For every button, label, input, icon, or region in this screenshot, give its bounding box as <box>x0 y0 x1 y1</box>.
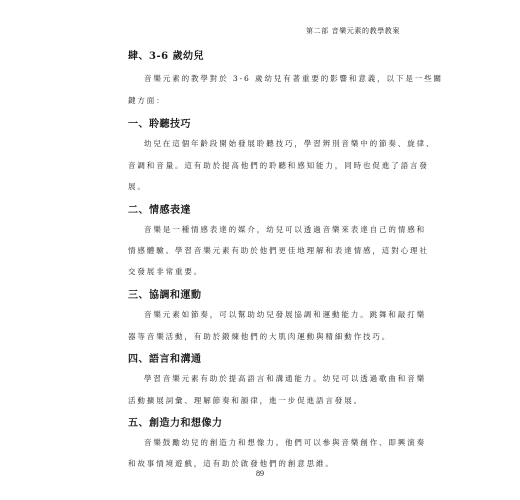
paragraph-line: 展。 <box>128 182 147 191</box>
running-header: 第二部 音樂元素的教學教案 <box>305 27 400 35</box>
section-title-coordination: 三、協調和運動 <box>128 290 202 301</box>
intro-line: 鍵方面： <box>128 96 166 105</box>
paragraph-line: 情感體驗。學習音樂元素有助於他們更佳地理解和表達情感，這對心理社 <box>128 246 429 255</box>
paragraph-line: 活動擴展詞彙、理解節奏和韻律，進一步促進語言發展。 <box>128 396 363 405</box>
paragraph-line: 音樂鼓勵幼兒的創造力和想像力。他們可以參與音樂創作、即興演奏 <box>144 438 426 447</box>
section-title-language: 四、語言和溝通 <box>128 354 202 365</box>
main-heading: 肆、3-6 歲幼兒 <box>128 51 205 62</box>
paragraph-line: 和故事情境遊戲，這有助於啟發他們的創意思維。 <box>128 459 335 468</box>
paragraph-line: 幼兒在這個年齡段開始發展聆聽技巧，學習辨別音樂中的節奏、旋律、 <box>144 139 436 148</box>
paragraph-line: 音樂是一種情感表達的媒介，幼兒可以透過音樂來表達自己的情感和 <box>144 225 426 234</box>
intro-line: 音樂元素的教學對於 3-6 歲幼兒有著重要的影響和意義，以下是一些關 <box>144 74 443 83</box>
paragraph-line: 音調和音量。這有助於提高他們的聆聽和感知能力，同時也促進了語言發 <box>128 161 429 170</box>
section-title-creativity: 五、創造力和想像力 <box>128 418 223 429</box>
section-title-listening: 一、聆聽技巧 <box>128 119 191 130</box>
paragraph-line: 音樂元素如節奏，可以幫助幼兒發展協調和運動能力。跳舞和敲打樂 <box>144 310 426 319</box>
page-number: 89 <box>256 469 264 478</box>
paragraph-line: 交發展非常重要。 <box>128 267 204 276</box>
paragraph-line: 學習音樂元素有助於提高語言和溝通能力。幼兒可以透過歌曲和音樂 <box>144 374 426 383</box>
paragraph-line: 器等音樂活動，有助於鍛煉他們的大肌肉運動與精細動作技巧。 <box>128 332 392 341</box>
section-title-emotion: 二、情感表達 <box>128 205 191 216</box>
